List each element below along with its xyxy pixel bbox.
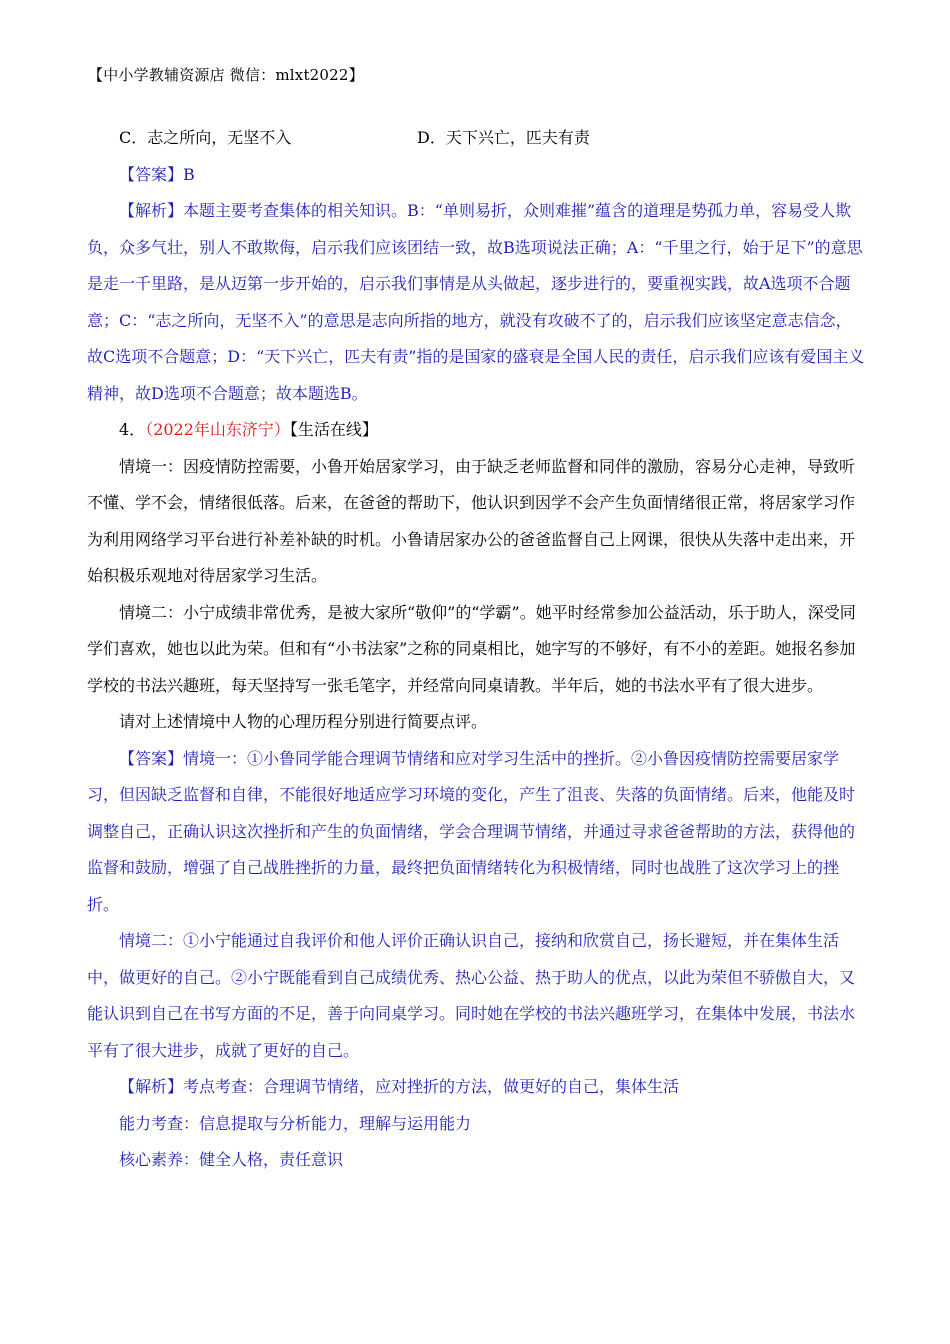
q4-question: 请对上述情境中人物的心理历程分别进行简要点评。 xyxy=(119,712,488,731)
q4-analysis-3: 核心素养：健全人格，责任意识 xyxy=(119,1150,344,1169)
q4-answer-1: 【答案】情境一：①小鲁同学能合理调节情绪和应对学习生活中的挫折。②小鲁因疫情防控需要居家学习，但因缺乏监督和自律，不能很好地适应学习环境的变化，产生了沮丧、失落的负面情绪。后来，他能及时调整自己，正确认识这次挫折和产生的负面情绪，学会合理调节情绪，并通过寻求爸爸帮助的方法，获得他的监督和鼓励，增强了自己战胜挫折的力量，最终把负面情绪转化为积极情绪，同时也战胜了这次学习上的挫折。 xyxy=(87,748,856,914)
q4-number: 4． xyxy=(119,420,146,439)
q4-analysis-2: 能力考查：信息提取与分析能力，理解与运用能力 xyxy=(119,1113,472,1133)
q4-heading xyxy=(87,412,865,449)
q4-scenario-1: 情境一：因疫情防控需要，小鲁开始居家学习，由于缺乏老师监督和同伴的激励，容易分心走神，导致听不懂、学不会，情绪很低落。后来，在爸爸的帮助下，他认识到因学不会产生负面情绪很正常，将居家学习作为利用网络学习平台进行补差补缺的时机。小鲁请居家办公的爸爸监督自己上网课，很快从失落中走出来，开始积极乐观地对待居家学习生活。 xyxy=(87,456,856,585)
q3-option-c: C．志之所向，无坚不入 xyxy=(119,128,292,147)
q4-answer-2: 情境二：①小宁能通过自我评价和他人评价正确认识自己，接纳和欣赏自己，扬长避短，并在集体生活中，做更好的自己。②小宁既能看到自己成绩优秀、热心公益、热于助人的优点，以此为荣但不骄傲自大，又能认识到自己在书写方面的不足，善于向同桌学习。同时她在学校的书法兴趣班学习，在集体中发展，书法水平有了很大进步，成就了更好的自己。 xyxy=(87,931,856,1060)
q3-answer: 【答案】B xyxy=(119,164,195,184)
page-header: 【中小学教辅资源店 微信：mlxt2022】 xyxy=(88,66,364,84)
q4-section: 【生活在线】 xyxy=(289,420,378,439)
q3-option-d: D．天下兴亡，匹夫有责 xyxy=(417,128,590,147)
q4-scenario-2: 情境二：小宁成绩非常优秀，是被大家所“敬仰”的“学霸”。她平时经常参加公益活动，乐于助人，深受同学们喜欢，她也以此为荣。但和有“小书法家”之称的同桌相比，她字写的不够好，有不小的差距。她报名参加学校的书法兴趣班，每天坚持写一张毛笔字，并经常向同桌请教。半年后，她的书法水平有了很大进步。 xyxy=(87,602,856,695)
q3-analysis: 【解析】本题主要考查集体的相关知识。B：“单则易折，众则难摧”蕴含的道理是势孤力单，容易受人欺负，众多气壮，别人不敢欺侮，启示我们应该团结一致，故B选项说法正确；A：“千里之行，始于足下”的意思是走一千里路，是从迈第一步开始的，启示我们事情是从头做起，逐步进行的，要重视实践，故A选项不合题意；C：“志之所向，无坚不入”的意思是志向所指的地方，就没有攻破不了的，启示我们应该坚定意志信念，故C选项不合题意；D：“天下兴亡，匹夫有责”指的是国家的盛衰是全国人民的责任，启示我们应该有爱国主义精神，故D选项不合题意；故本题选B。 xyxy=(87,201,865,403)
q4-analysis-1: 【解析】考点考查：合理调节情绪，应对挫折的方法，做更好的自己，集体生活 xyxy=(119,1077,680,1096)
q4-source: （2022年山东济宁） xyxy=(145,420,290,439)
q3-options-row xyxy=(87,120,865,157)
document-body xyxy=(87,120,865,1179)
